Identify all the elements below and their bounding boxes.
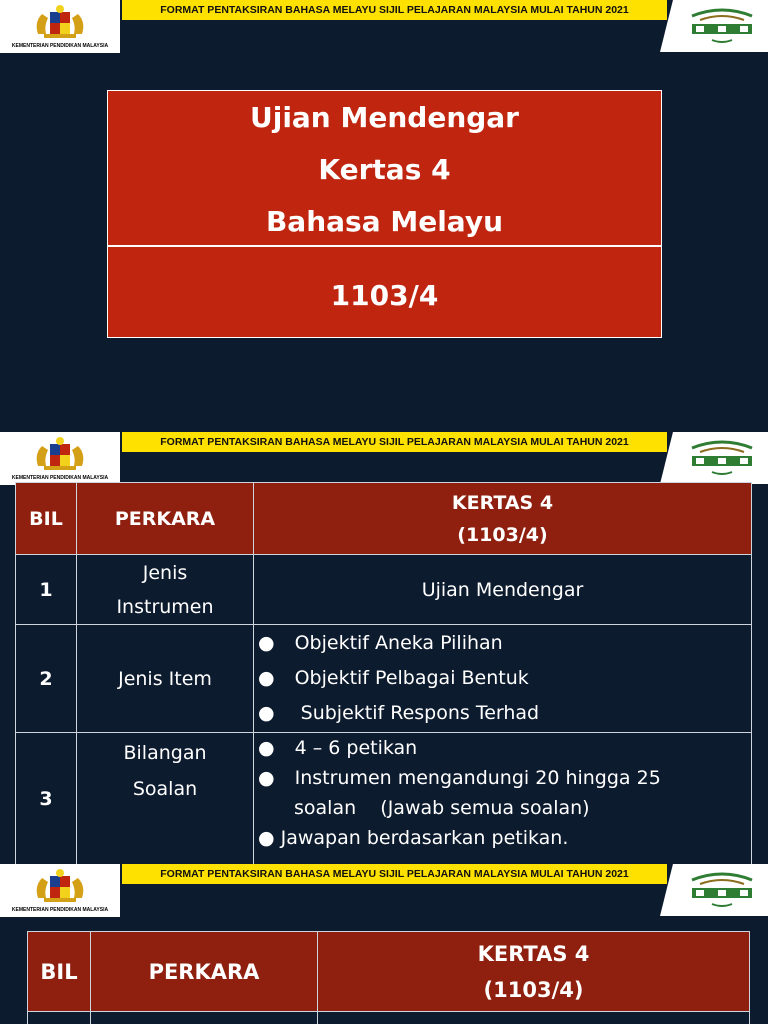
row-value <box>318 1012 750 1024</box>
col-header-kertas <box>318 932 750 1012</box>
row-number: 3 <box>16 733 77 865</box>
exam-board-logo <box>660 864 768 916</box>
perkara-line: Instrumen <box>116 595 214 618</box>
list-item <box>258 626 751 661</box>
lembaga-peperiksaan-logo-icon <box>682 868 762 912</box>
format-banner: FORMAT PENTAKSIRAN BAHASA MELAYU SIJIL PELAJARAN MALAYSIA MULAI TAHUN 2021 <box>122 432 667 452</box>
format-table <box>27 931 750 1024</box>
list-item-text: Objektif Pelbagai Bentuk <box>294 667 529 689</box>
kertas-code: (1103/4) <box>457 523 548 546</box>
bullet-icon: ● <box>258 632 275 654</box>
lembaga-peperiksaan-logo-icon <box>682 436 762 480</box>
format-table <box>15 482 752 864</box>
row-perkara: Jenis Item <box>77 625 254 733</box>
list-item <box>258 696 751 731</box>
ministry-crest-icon <box>30 868 90 904</box>
ministry-crest-icon <box>30 436 90 472</box>
table-header-row <box>28 932 750 1012</box>
title-line-3: Bahasa Melayu <box>265 205 504 238</box>
list-item-text: 4 – 6 petikan <box>294 737 418 759</box>
list-item-text: Instrumen mengandungi 20 hingga 25 <box>294 767 661 789</box>
perkara-line: Jenis <box>142 561 188 584</box>
ministry-caption: KEMENTERIAN PENDIDIKAN MALAYSIA <box>11 43 109 49</box>
list-item-text: Subjektif Respons Terhad <box>294 702 540 724</box>
table-row <box>28 1012 750 1024</box>
row-number <box>28 1012 91 1024</box>
kertas-label: KERTAS 4 <box>477 941 590 966</box>
col-header-bil: BIL <box>28 932 91 1012</box>
row-number: 1 <box>16 555 77 625</box>
ministry-crest-icon <box>30 4 90 40</box>
row-number: 2 <box>16 625 77 733</box>
title-block <box>108 91 661 247</box>
ministry-logo <box>0 432 120 485</box>
format-banner: FORMAT PENTAKSIRAN BAHASA MELAYU SIJIL PELAJARAN MALAYSIA MULAI TAHUN 2021 <box>122 864 667 884</box>
list-item-text: Objektif Aneka Pilihan <box>294 632 503 654</box>
title-card <box>107 90 662 338</box>
title-line-1: Ujian Mendengar <box>249 101 519 134</box>
bullet-icon: ● <box>258 737 275 759</box>
kertas-label: KERTAS 4 <box>451 491 554 514</box>
list-item-continuation: soalan (Jawab semua soalan) <box>294 797 590 819</box>
col-header-bil: BIL <box>16 483 77 555</box>
table-row <box>16 625 752 733</box>
row-value <box>254 733 752 865</box>
row-perkara <box>91 1012 318 1024</box>
bullet-icon: ● <box>258 702 275 724</box>
table-row <box>16 555 752 625</box>
table-row <box>16 733 752 865</box>
list-item <box>258 763 751 793</box>
bullet-icon: ● <box>258 767 275 789</box>
col-header-perkara: PERKARA <box>77 483 254 555</box>
list-item: ● Jawapan berdasarkan petikan. <box>258 827 569 849</box>
row-perkara <box>77 555 254 625</box>
col-header-kertas <box>254 483 752 555</box>
perkara-line: Soalan <box>132 778 198 800</box>
exam-board-logo <box>660 432 768 484</box>
kertas-code: (1103/4) <box>483 977 584 1002</box>
title-line-2: Kertas 4 <box>318 153 451 186</box>
row-value: Ujian Mendengar <box>254 555 752 625</box>
ministry-caption: KEMENTERIAN PENDIDIKAN MALAYSIA <box>11 907 109 913</box>
col-header-perkara: PERKARA <box>91 932 318 1012</box>
ministry-logo <box>0 0 120 53</box>
format-banner: FORMAT PENTAKSIRAN BAHASA MELAYU SIJIL PELAJARAN MALAYSIA MULAI TAHUN 2021 <box>122 0 667 20</box>
row-perkara <box>77 733 254 865</box>
bullet-icon: ● <box>258 667 275 689</box>
ministry-caption: KEMENTERIAN PENDIDIKAN MALAYSIA <box>11 475 109 481</box>
ministry-logo <box>0 864 120 917</box>
slide-table <box>0 432 768 864</box>
lembaga-peperiksaan-logo-icon <box>682 4 762 48</box>
perkara-line: Bilangan <box>123 742 207 764</box>
exam-board-logo <box>660 0 768 52</box>
slide-title <box>0 0 768 432</box>
list-item <box>258 733 751 763</box>
paper-code: 1103/4 <box>330 279 439 312</box>
slide-table-continued <box>0 864 768 1024</box>
list-item <box>258 661 751 696</box>
row-value <box>254 625 752 733</box>
table-header-row <box>16 483 752 555</box>
